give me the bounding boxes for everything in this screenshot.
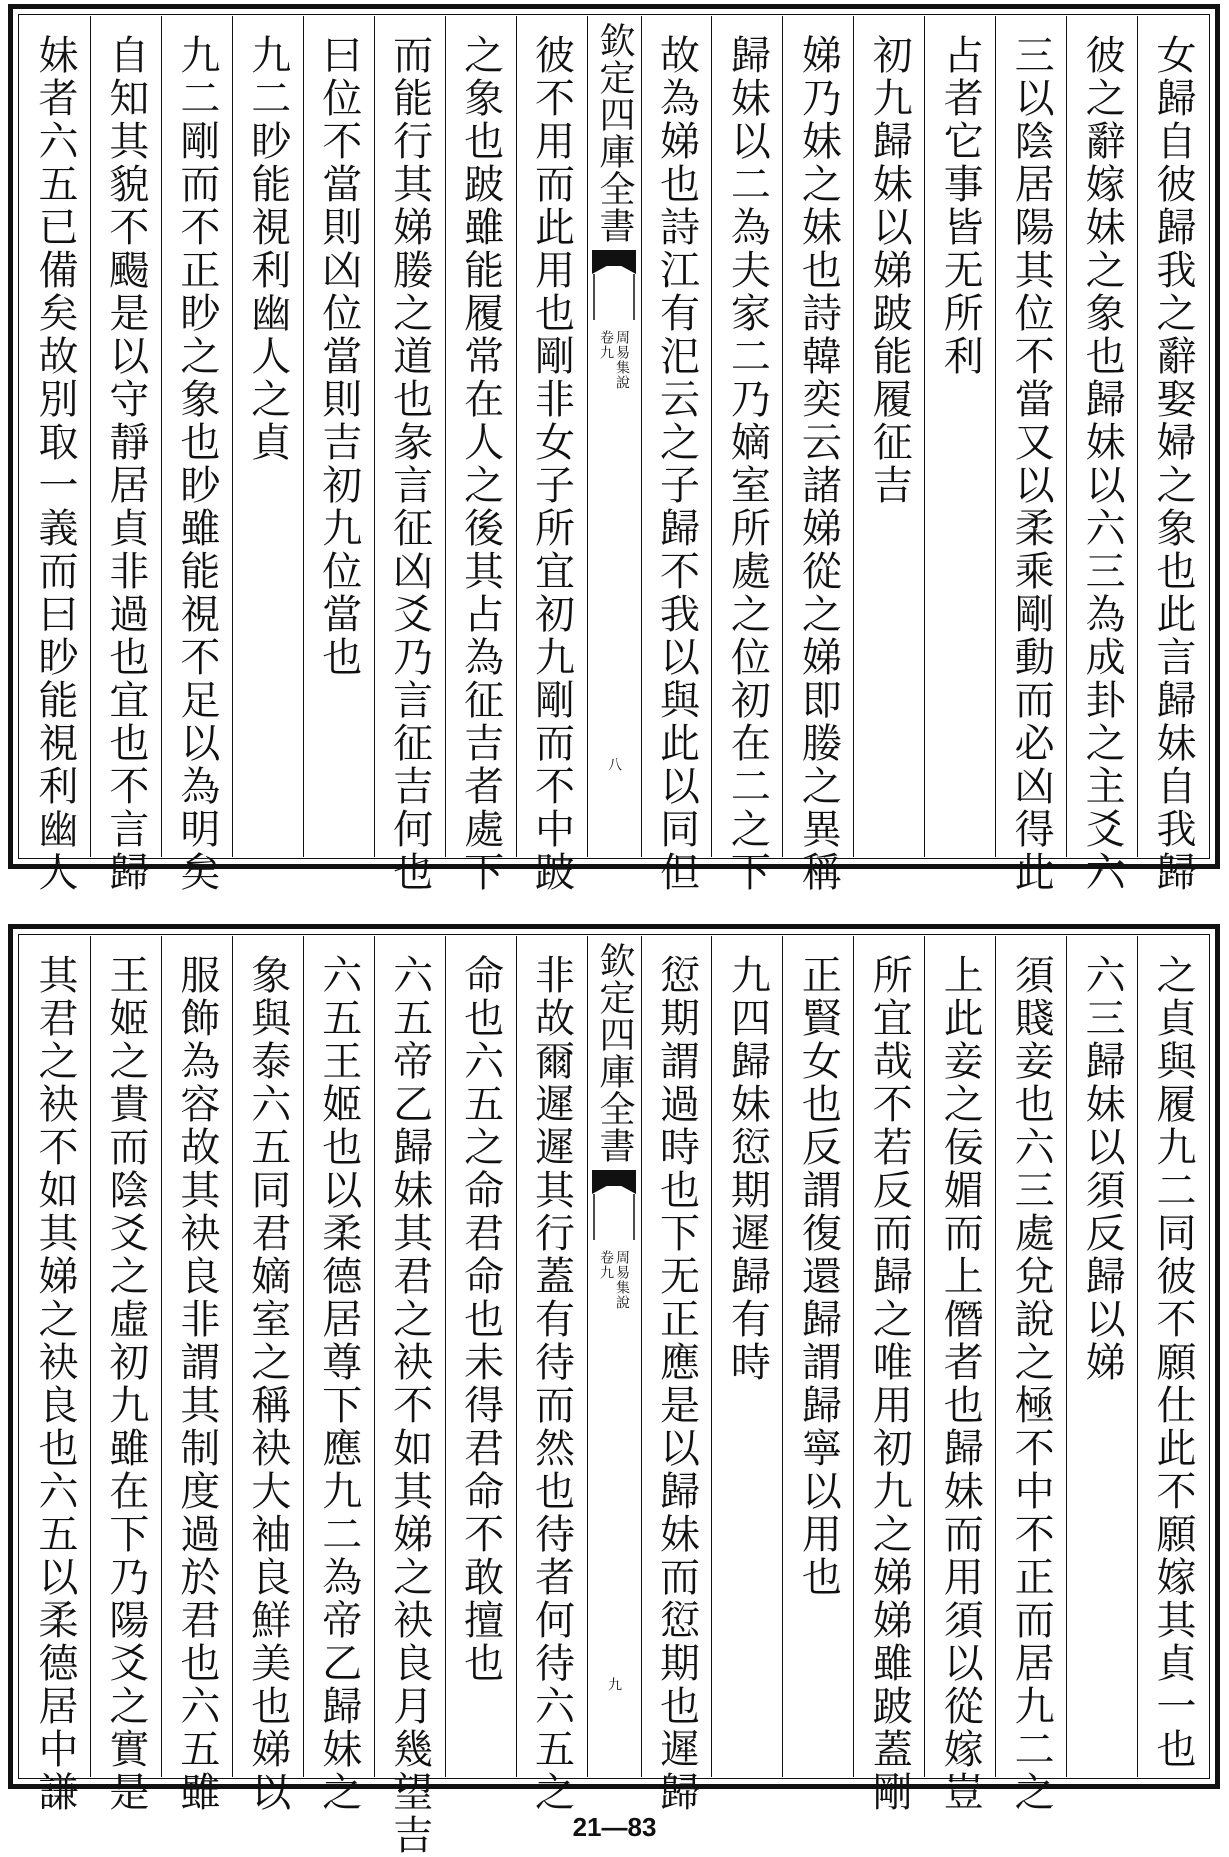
- column-text: 六五帝乙歸妹其君之袂不如其娣之袂良月幾望吉: [386, 954, 433, 1857]
- column-text: 而能行其娣媵之道也彖言征凶爻乃言征吉何也: [386, 34, 433, 894]
- collection-title: 欽定四庫全書: [594, 22, 635, 244]
- column-text: 服飾為容故其袂良非謂其制度過於君也六五雖: [173, 954, 220, 1814]
- text-column: [1066, 936, 1137, 1777]
- column-text: 彼之辭嫁妹之象也歸妹以六三為成卦之主爻六: [1079, 34, 1126, 894]
- text-column: [711, 16, 782, 894]
- text-column: [161, 936, 232, 1814]
- juan-number: 卷九: [598, 330, 614, 360]
- book-title: 周易集說: [614, 1250, 630, 1310]
- column-text: 愆期謂過時也下无正應是以歸妹而愆期也遲歸: [653, 954, 700, 1814]
- text-column: [445, 936, 516, 1777]
- column-text: 九二剛而不正眇之象也眇雖能視不足以為明矣: [173, 34, 220, 894]
- column-text: 所宜哉不若反而歸之唯用初九之娣娣雖跛蓋剛: [866, 954, 913, 1814]
- column-text: 初九歸妹以娣跛能履征吉: [866, 34, 913, 507]
- fish-tail-mark-icon: [592, 250, 636, 320]
- running-head: [599, 330, 629, 390]
- column-text: 其君之袂不如其娣之袂良也六五以柔德居中謙: [31, 954, 78, 1814]
- text-column: [995, 16, 1066, 894]
- text-column: [374, 16, 445, 894]
- folio-number: 九: [606, 1677, 622, 1691]
- column-text: 故為娣也詩江有汜云之子歸不我以與此以同但: [653, 34, 700, 894]
- text-column: [924, 16, 995, 857]
- column-text: 須賤妾也六三處兌說之極不中不正而居九二之: [1008, 954, 1055, 1814]
- column-text: 女歸自彼歸我之辭娶婦之象也此言歸妹自我歸: [1150, 34, 1197, 894]
- collection-title: 欽定四庫全書: [594, 942, 635, 1164]
- juan-number: 卷九: [598, 1250, 614, 1280]
- column-text: 之貞與履九二同彼不願仕此不願嫁其貞一也: [1150, 954, 1197, 1771]
- column-text: 九四歸妹愆期遲歸有時: [724, 954, 771, 1384]
- text-column: [641, 936, 712, 1814]
- center-fold: [587, 16, 641, 857]
- text-column: [374, 936, 445, 1857]
- text-column: [20, 16, 90, 894]
- folio-number: 八: [606, 757, 622, 771]
- column-text: 王姬之貴而陰爻之虛初九雖在下乃陽爻之實是: [102, 954, 149, 1814]
- text-column: [20, 936, 90, 1814]
- column-grid: [20, 16, 1208, 894]
- column-text: 娣乃妹之妹也詩韓奕云諸娣從之娣即媵之異稱: [795, 34, 842, 894]
- book-title: 周易集說: [614, 330, 630, 390]
- text-column: [782, 936, 853, 1777]
- column-text: 占者它事皆无所利: [937, 34, 984, 378]
- column-text: 正賢女也反謂復還歸謂歸寧以用也: [795, 954, 842, 1599]
- column-text: 上此妾之佞媚而上僭者也歸妹而用須以從嫁豈: [937, 954, 984, 1814]
- text-column: [641, 16, 712, 894]
- column-text: 九二眇能視利幽人之貞: [244, 34, 291, 464]
- column-text: 六三歸妹以須反歸以娣: [1079, 954, 1126, 1384]
- text-column: [1137, 16, 1208, 894]
- text-column: [90, 936, 161, 1814]
- text-column: [1066, 16, 1137, 894]
- text-column: [303, 16, 374, 857]
- column-text: 之象也跛雖能履常在人之後其占為征吉者處下: [457, 34, 504, 894]
- column-text: 自知其貌不颺是以守靜居貞非過也宜也不言歸: [102, 34, 149, 894]
- text-column: [232, 16, 303, 857]
- center-fold: [587, 936, 641, 1777]
- page-upper: [8, 4, 1220, 894]
- text-column: [516, 936, 587, 1814]
- text-column: [445, 16, 516, 894]
- column-text: 曰位不當則凶位當則吉初九位當也: [315, 34, 362, 679]
- text-column: [853, 16, 924, 857]
- text-column: [303, 936, 374, 1814]
- text-column: [853, 936, 924, 1814]
- column-text: 彼不用而此用也剛非女子所宜初九剛而不中跛: [528, 34, 575, 894]
- running-head: [599, 1250, 629, 1310]
- text-column: [924, 936, 995, 1814]
- text-column: [232, 936, 303, 1814]
- column-text: 象與泰六五同君嫡室之稱袂大袖良鮮美也娣以: [244, 954, 291, 1814]
- column-text: 六五王姬也以柔德居尊下應九二為帝乙歸妹之: [315, 954, 362, 1814]
- column-text: 妹者六五已備矣故別取一義而曰眇能視利幽人: [31, 34, 78, 894]
- column-text: 三以陰居陽其位不當又以柔乘剛動而必凶得此: [1008, 34, 1055, 894]
- column-text: 歸妹以二為夫家二乃嫡室所處之位初在二之下: [724, 34, 771, 894]
- fish-tail-mark-icon: [592, 1170, 636, 1240]
- text-column: [516, 16, 587, 894]
- text-column: [782, 16, 853, 894]
- text-column: [995, 936, 1066, 1814]
- text-column: [90, 16, 161, 894]
- text-column: [161, 16, 232, 894]
- text-column: [711, 936, 782, 1777]
- column-text: 命也六五之命君命也未得君命不敢擅也: [457, 954, 504, 1685]
- text-column: [1137, 936, 1208, 1777]
- column-text: 非故爾遲遲其行蓋有待而然也待者何待六五之: [528, 954, 575, 1814]
- page-footer-number: 21—83: [572, 1812, 657, 1842]
